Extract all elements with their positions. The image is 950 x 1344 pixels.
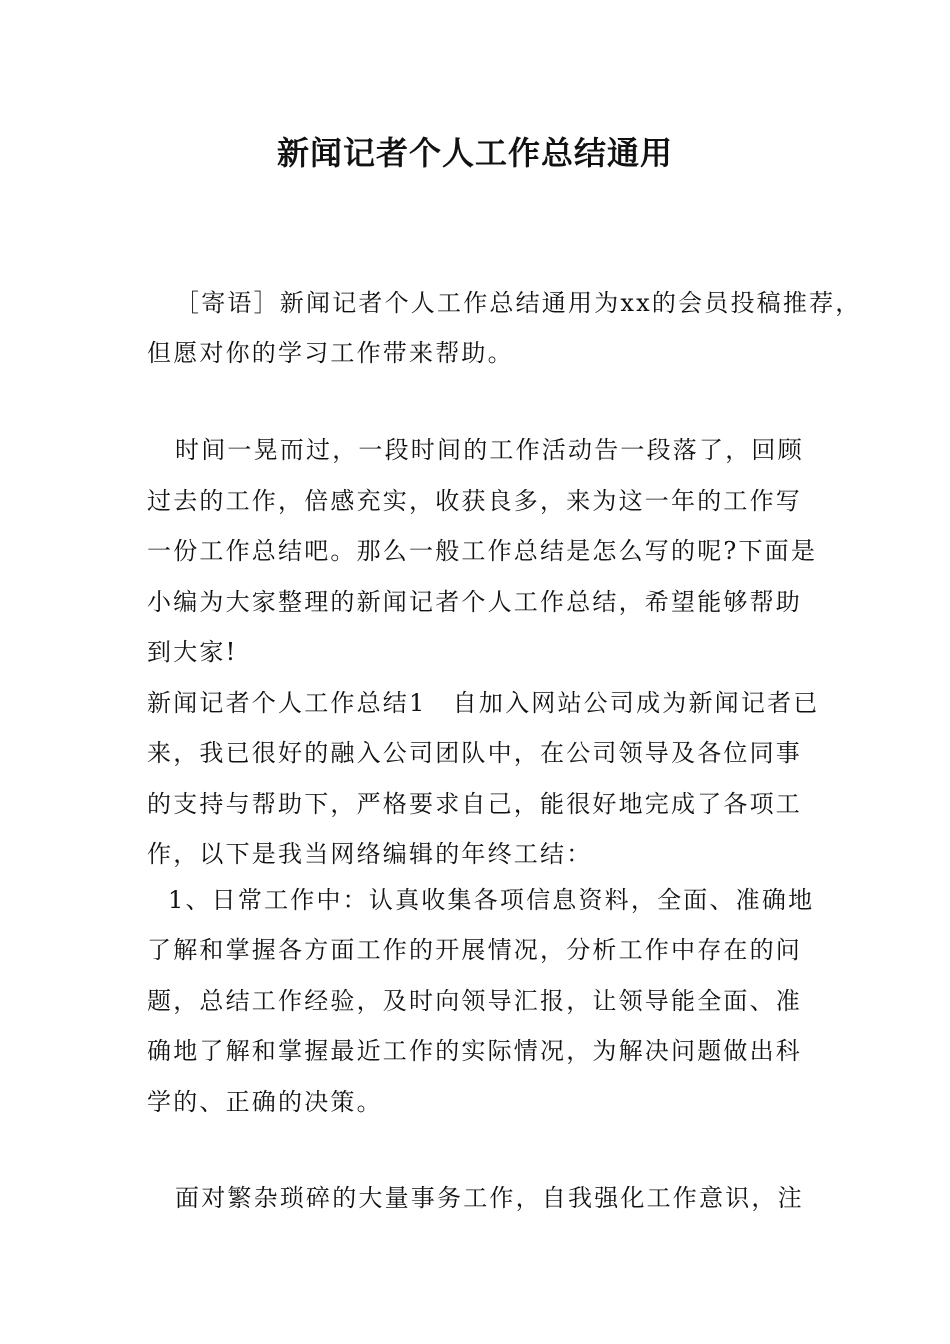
text-line: 确地了解和掌握最近工作的实际情况，为解决问题做出科 (147, 1037, 802, 1065)
text-line: 了解和掌握各方面工作的开展情况，分析工作中存在的问 (147, 936, 802, 964)
text-line: 面对繁杂琐碎的大量事务工作，自我强化工作意识，注 (175, 1184, 804, 1212)
text-line: 时间一晃而过，一段时间的工作活动告一段落了，回顾 (175, 436, 804, 464)
text-line: 过去的工作，倍感充实，收获良多，来为这一年的工作写 (147, 487, 802, 515)
text-line: 的支持与帮助下，严格要求自己，能很好地完成了各项工 (147, 790, 802, 818)
text-line: 小编为大家整理的新闻记者个人工作总结，希望能够帮助 (147, 588, 802, 616)
text-line: 但愿对你的学习工作带来帮助。 (147, 339, 514, 367)
text-line: 新闻记者个人工作总结1 自加入网站公司成为新闻记者已 (147, 689, 820, 717)
text-line: 1、日常工作中：认真收集各项信息资料，全面、准确地 (168, 886, 815, 914)
document-title: 新闻记者个人工作总结通用 (276, 134, 673, 172)
text-line: 学的、正确的决策。 (147, 1088, 383, 1116)
text-line: 来，我已很好的融入公司团队中，在公司领导及各位同事 (147, 739, 802, 767)
text-line: 一份工作总结吧。那么一般工作总结是怎么写的呢?下面是 (147, 537, 818, 565)
text-line: ［寄语］新闻记者个人工作总结通用为xx的会员投稿推荐， (175, 289, 862, 317)
text-line: 作，以下是我当网络编辑的年终工结： (147, 840, 593, 868)
text-line: 到大家! (147, 638, 238, 666)
text-line: 题，总结工作经验，及时向领导汇报，让领导能全面、准 (147, 987, 802, 1015)
